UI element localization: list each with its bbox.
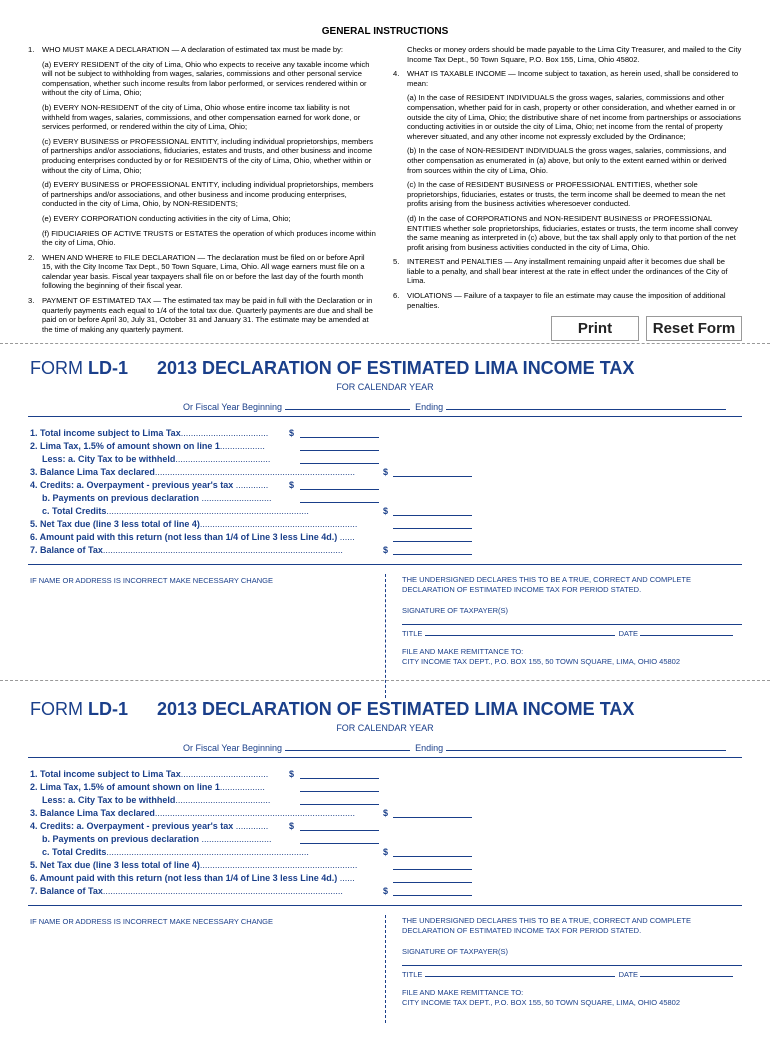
cut-line	[0, 680, 770, 681]
line-4a-amount[interactable]	[300, 480, 379, 490]
line-6-label: 6. Amount paid with this return (not less than 1/4 of Line 3 less Line 4d.)	[30, 532, 338, 542]
fiscal-ending-field[interactable]	[446, 400, 726, 410]
line-3-label: 3. Balance Lima Tax declared	[30, 467, 155, 477]
line-4b-amount[interactable]	[300, 493, 379, 503]
line-4c: c. Total Credits.................................................................................	[42, 506, 309, 516]
remit-label: FILE AND MAKE REMITTANCE TO:	[402, 647, 524, 656]
fiscal-beginning-label: Or Fiscal Year Beginning	[183, 402, 283, 412]
instruction-4	[393, 69, 743, 88]
line-2a-label: Less: a. City Tax to be withheld	[42, 454, 176, 464]
dollar-sign: $	[383, 808, 389, 818]
dollar-sign: $	[289, 821, 295, 831]
dollar-sign: $	[383, 545, 389, 555]
line-3: 3. Balance Lima Tax declared................................................................................	[30, 467, 355, 477]
line-4c-amount[interactable]	[393, 847, 472, 857]
calendar-year-label: FOR CALENDAR YEAR	[336, 723, 434, 733]
cut-line	[0, 343, 770, 344]
form-copy-1	[0, 358, 770, 698]
line-1: 1. Total income subject to Lima Tax...................................	[30, 428, 269, 438]
title-label: TITLE	[402, 629, 423, 638]
instruction-number: 3.	[28, 296, 35, 306]
line-1-amount[interactable]	[300, 769, 379, 779]
instruction-5	[393, 257, 743, 286]
remit-label: FILE AND MAKE REMITTANCE TO:	[402, 988, 524, 997]
line-5: 5. Net Tax due (line 3 less total of line 4)...............................................................	[30, 860, 358, 870]
line-4c-amount[interactable]	[393, 506, 472, 516]
date-field[interactable]	[640, 628, 733, 636]
line-1: 1. Total income subject to Lima Tax...................................	[30, 769, 269, 779]
instruction-1e: (e) EVERY CORPORATION conducting activities in the city of Lima, Ohio;	[42, 213, 291, 223]
title-label: TITLE	[402, 970, 423, 979]
line-3-amount[interactable]	[393, 467, 472, 477]
instruction-text: WHAT IS TAXABLE INCOME — Income subject to taxation, as herein used, shall be considered to mean:	[407, 69, 739, 88]
line-7-label: 7. Balance of Tax	[30, 886, 103, 896]
dollar-sign: $	[383, 467, 389, 477]
instructions-title: GENERAL INSTRUCTIONS	[321, 26, 449, 37]
print-button[interactable]: Print	[551, 316, 639, 341]
line-4a-amount[interactable]	[300, 821, 379, 831]
calendar-year-label: FOR CALENDAR YEAR	[336, 382, 434, 392]
signature-field[interactable]	[402, 965, 742, 966]
address-change-note: IF NAME OR ADDRESS IS INCORRECT MAKE NECESSARY CHANGE	[30, 576, 273, 585]
title-field[interactable]	[425, 969, 615, 977]
form-heading: 2013 DECLARATION OF ESTIMATED LIMA INCOME TAX	[157, 358, 635, 378]
fiscal-ending-label: Ending	[415, 402, 444, 412]
form-heading: 2013 DECLARATION OF ESTIMATED LIMA INCOME TAX	[157, 699, 635, 719]
form-code	[30, 699, 128, 720]
address-change-note: IF NAME OR ADDRESS IS INCORRECT MAKE NECESSARY CHANGE	[30, 917, 273, 926]
instruction-6	[393, 291, 743, 310]
line-3-label: 3. Balance Lima Tax declared	[30, 808, 155, 818]
instruction-payment-note: Checks or money orders should be made payable to the Lima City Treasurer, and mailed to the City Income Tax Dept., 50 Town Square, P.O. Box 155, Lima, Ohio 45802.	[407, 45, 742, 64]
instruction-number: 6.	[393, 291, 400, 301]
fiscal-year-row	[183, 400, 726, 412]
signature-label: SIGNATURE OF TAXPAYER(S)	[402, 606, 508, 615]
line-3-amount[interactable]	[393, 808, 472, 818]
date-field[interactable]	[640, 969, 733, 977]
line-7: 7. Balance of Tax................................................................................................	[30, 545, 343, 555]
line-4: 4. Credits: a. Overpayment - previous year's tax .............	[30, 480, 269, 490]
line-2a: Less: a. City Tax to be withheld......................................	[42, 795, 271, 805]
line-7-label: 7. Balance of Tax	[30, 545, 103, 555]
line-4c-label: c. Total Credits	[42, 506, 107, 516]
instruction-1c: (c) EVERY BUSINESS or PROFESSIONAL ENTITY, including individual proprietorships, members of partnerships and/or associations, fiduciaries, estates and trusts, and other business and income producing enterprises conducted by or for RESIDENTS of the city of Lima, Ohio, whether within or without the city of Lima, Ohio;	[42, 136, 374, 175]
line-4b-amount[interactable]	[300, 834, 379, 844]
line-2a-amount[interactable]	[300, 795, 379, 805]
title-date-row	[402, 628, 733, 638]
line-5-label: 5. Net Tax due (line 3 less total of line 4)	[30, 519, 200, 529]
line-1-amount[interactable]	[300, 428, 379, 438]
instruction-1d: (d) EVERY BUSINESS or PROFESSIONAL ENTITY, including individual proprietorships, members of partnerships and/or associations, and other business and income producing enterprises, conducted in the city of Lima, Ohio, by NON-RESIDENTS;	[42, 180, 374, 209]
line-6-amount[interactable]	[393, 873, 472, 883]
line-4c-label: c. Total Credits	[42, 847, 107, 857]
instruction-number: 1.	[28, 45, 35, 54]
form-code-text: LD-1	[88, 358, 129, 378]
line-4c: c. Total Credits.................................................................................	[42, 847, 309, 857]
instruction-number: 2.	[28, 252, 35, 262]
fiscal-ending-field[interactable]	[446, 741, 726, 751]
section-divider	[385, 915, 386, 1023]
form-word: FORM	[30, 358, 83, 378]
instruction-4a: (a) In the case of RESIDENT INDIVIDUALS the gross wages, salaries, commissions and other compensation, whether paid for in cash, property or other consideration, and whether earned in or outside the city of Lima, Ohio; the distributive share of net income from partnerships or associations conducting activities in or outside the city of Lima, Ohio; net income from the rental of property wherever situated, and any other income not expressly excluded by the Ordinance;	[407, 93, 741, 141]
dollar-sign: $	[383, 847, 389, 857]
line-6: 6. Amount paid with this return (not less than 1/4 of Line 3 less Line 4d.) ......	[30, 532, 355, 542]
instruction-text: WHO MUST MAKE A DECLARATION — A declaration of estimated tax must be made by:	[42, 45, 344, 54]
line-4-label: 4. Credits: a. Overpayment - previous year's tax	[30, 821, 234, 831]
remit-address: CITY INCOME TAX DEPT., P.O. BOX 155, 50 TOWN SQUARE, LIMA, OHIO 45802	[402, 657, 681, 666]
form-divider	[28, 564, 742, 565]
instructions-left-column	[28, 45, 376, 339]
line-2: 2. Lima Tax, 1.5% of amount shown on line 1..................	[30, 441, 265, 451]
line-6-label: 6. Amount paid with this return (not less than 1/4 of Line 3 less Line 4d.)	[30, 873, 338, 883]
line-4: 4. Credits: a. Overpayment - previous year's tax .............	[30, 821, 269, 831]
instruction-1	[28, 45, 376, 55]
line-1-label: 1. Total income subject to Lima Tax	[30, 769, 181, 779]
instruction-4c: (c) In the case of RESIDENT BUSINESS or PROFESSIONAL ENTITIES, whether sole proprietorships, fiduciaries, estates or trusts, the term income shall be deemed to mean the net profits arising from the business activities wheresoever conducted.	[407, 180, 726, 209]
line-2a-label: Less: a. City Tax to be withheld	[42, 795, 176, 805]
instruction-text: WHEN AND WHERE to FILE DECLARATION — The declaration must be filed on or before April 15, with the City Income Tax Dept., 50 Town Square, Lima, Ohio. All wage earners must file on a calendar year basis. Fiscal year taxpayers shall file on or before the last day of the fourth month following the beginning of their fiscal year.	[42, 252, 365, 291]
line-4b-label: b. Payments on previous declaration	[42, 493, 200, 503]
title-date-row	[402, 969, 733, 979]
line-5-label: 5. Net Tax due (line 3 less total of line 4)	[30, 860, 200, 870]
line-2: 2. Lima Tax, 1.5% of amount shown on line 1..................	[30, 782, 265, 792]
signature-field[interactable]	[402, 624, 742, 625]
line-7: 7. Balance of Tax................................................................................................	[30, 886, 343, 896]
instruction-3	[28, 296, 376, 334]
dollar-sign: $	[289, 428, 295, 438]
date-label: DATE	[618, 970, 639, 979]
title-field[interactable]	[425, 628, 615, 636]
instruction-number: 5.	[393, 257, 400, 267]
line-2-label: 2. Lima Tax, 1.5% of amount shown on line 1	[30, 782, 220, 792]
fiscal-beginning-label: Or Fiscal Year Beginning	[183, 743, 283, 753]
form-code-text: LD-1	[88, 699, 129, 719]
line-4b-label: b. Payments on previous declaration	[42, 834, 200, 844]
line-7-amount[interactable]	[393, 545, 472, 555]
dollar-sign: $	[289, 480, 295, 490]
instruction-4b: (b) In the case of NON-RESIDENT INDIVIDUALS the gross wages, salaries, commissions, and other compensation as enumerated in (a) above, but only to the extent earned within or derived from sources within the city of Lima, Ohio.	[407, 146, 727, 175]
line-5-amount[interactable]	[393, 519, 472, 529]
line-2-amount[interactable]	[300, 441, 379, 451]
line-6: 6. Amount paid with this return (not less than 1/4 of Line 3 less Line 4d.) ......	[30, 873, 355, 883]
line-2a-amount[interactable]	[300, 454, 379, 464]
line-7-amount[interactable]	[393, 886, 472, 896]
instruction-2	[28, 253, 376, 291]
line-1-label: 1. Total income subject to Lima Tax	[30, 428, 181, 438]
remit-address: CITY INCOME TAX DEPT., P.O. BOX 155, 50 TOWN SQUARE, LIMA, OHIO 45802	[402, 998, 681, 1007]
instruction-1a: (a) EVERY RESIDENT of the city of Lima, Ohio who expects to receive any taxable income which will not be subject to withholding from wages, salaries, commissions and other personal service compensation, whether such income results from labor performed, or services rendered within or without the city of Lima, Ohio;	[42, 59, 370, 98]
fiscal-beginning-field[interactable]	[285, 741, 410, 751]
form-divider	[28, 905, 742, 906]
dollar-sign: $	[383, 506, 389, 516]
form-code	[30, 358, 128, 379]
instruction-text: INTEREST and PENALTIES — Any installment remaining unpaid after it becomes due shall be liable to a penalty, and shall bear interest at the rate in effect under the ordinances of the City of Lima.	[407, 257, 728, 286]
line-2a: Less: a. City Tax to be withheld......................................	[42, 454, 271, 464]
line-5: 5. Net Tax due (line 3 less total of line 4)...............................................................	[30, 519, 358, 529]
reset-form-button[interactable]: Reset Form	[646, 316, 742, 341]
fiscal-beginning-field[interactable]	[285, 400, 410, 410]
line-3: 3. Balance Lima Tax declared................................................................................	[30, 808, 355, 818]
date-label: DATE	[618, 629, 639, 638]
instruction-4d: (d) In the case of CORPORATIONS and NON-RESIDENT BUSINESS or PROFESSIONAL ENTITIES whether sole proprietorships, fiduciaries, estates or trusts, the term income shall convey the same meaning as interpreted in (c) above, but the tax shall apply only to that portion of the net profit arising from business activities conducted in the city of Lima, Ohio.	[407, 213, 738, 252]
instruction-number: 4.	[393, 69, 400, 79]
line-2-amount[interactable]	[300, 782, 379, 792]
fiscal-year-row	[183, 741, 726, 753]
line-4b: b. Payments on previous declaration ............................	[42, 834, 272, 844]
line-6-amount[interactable]	[393, 532, 472, 542]
fiscal-ending-label: Ending	[415, 743, 444, 753]
line-2-label: 2. Lima Tax, 1.5% of amount shown on line 1	[30, 441, 220, 451]
instruction-text: PAYMENT OF ESTIMATED TAX — The estimated tax may be paid in full with the Declaration or in quarterly payments each equal to 1/4 of the total tax due. Quarterly payments are due and shall be paid on or before April 30, July 31, October 31 and January 31. The estimate may be amended at the time of making any quarterly payment.	[42, 296, 373, 334]
instructions-right-column	[393, 45, 743, 315]
instruction-1f: (f) FIDUCIARIES OF ACTIVE TRUSTS or ESTATES the operation of which produces income within the city of Lima, Ohio.	[42, 228, 376, 248]
line-4-label: 4. Credits: a. Overpayment - previous year's tax	[30, 480, 234, 490]
line-5-amount[interactable]	[393, 860, 472, 870]
form-word: FORM	[30, 699, 83, 719]
dollar-sign: $	[383, 886, 389, 896]
form-copy-2	[0, 699, 770, 1039]
line-4b: b. Payments on previous declaration ............................	[42, 493, 272, 503]
dollar-sign: $	[289, 769, 295, 779]
form-divider	[28, 416, 742, 417]
instruction-1b: (b) EVERY NON-RESIDENT of the city of Lima, Ohio whose entire income tax liability is not withheld from wages, salaries, commissions, and other compensation earned for work done, or services performed, or rendered within the city of Lima, Ohio;	[42, 102, 361, 132]
declaration-statement: THE UNDERSIGNED DECLARES THIS TO BE A TRUE, CORRECT AND COMPLETE DECLARATION OF ESTIMATED INCOME TAX FOR PERIOD STATED.	[402, 575, 691, 594]
declaration-statement: THE UNDERSIGNED DECLARES THIS TO BE A TRUE, CORRECT AND COMPLETE DECLARATION OF ESTIMATED INCOME TAX FOR PERIOD STATED.	[402, 916, 691, 935]
instruction-text: VIOLATIONS — Failure of a taxpayer to file an estimate may cause the imposition of additional penalties.	[407, 291, 726, 310]
form-divider	[28, 757, 742, 758]
signature-label: SIGNATURE OF TAXPAYER(S)	[402, 947, 508, 956]
